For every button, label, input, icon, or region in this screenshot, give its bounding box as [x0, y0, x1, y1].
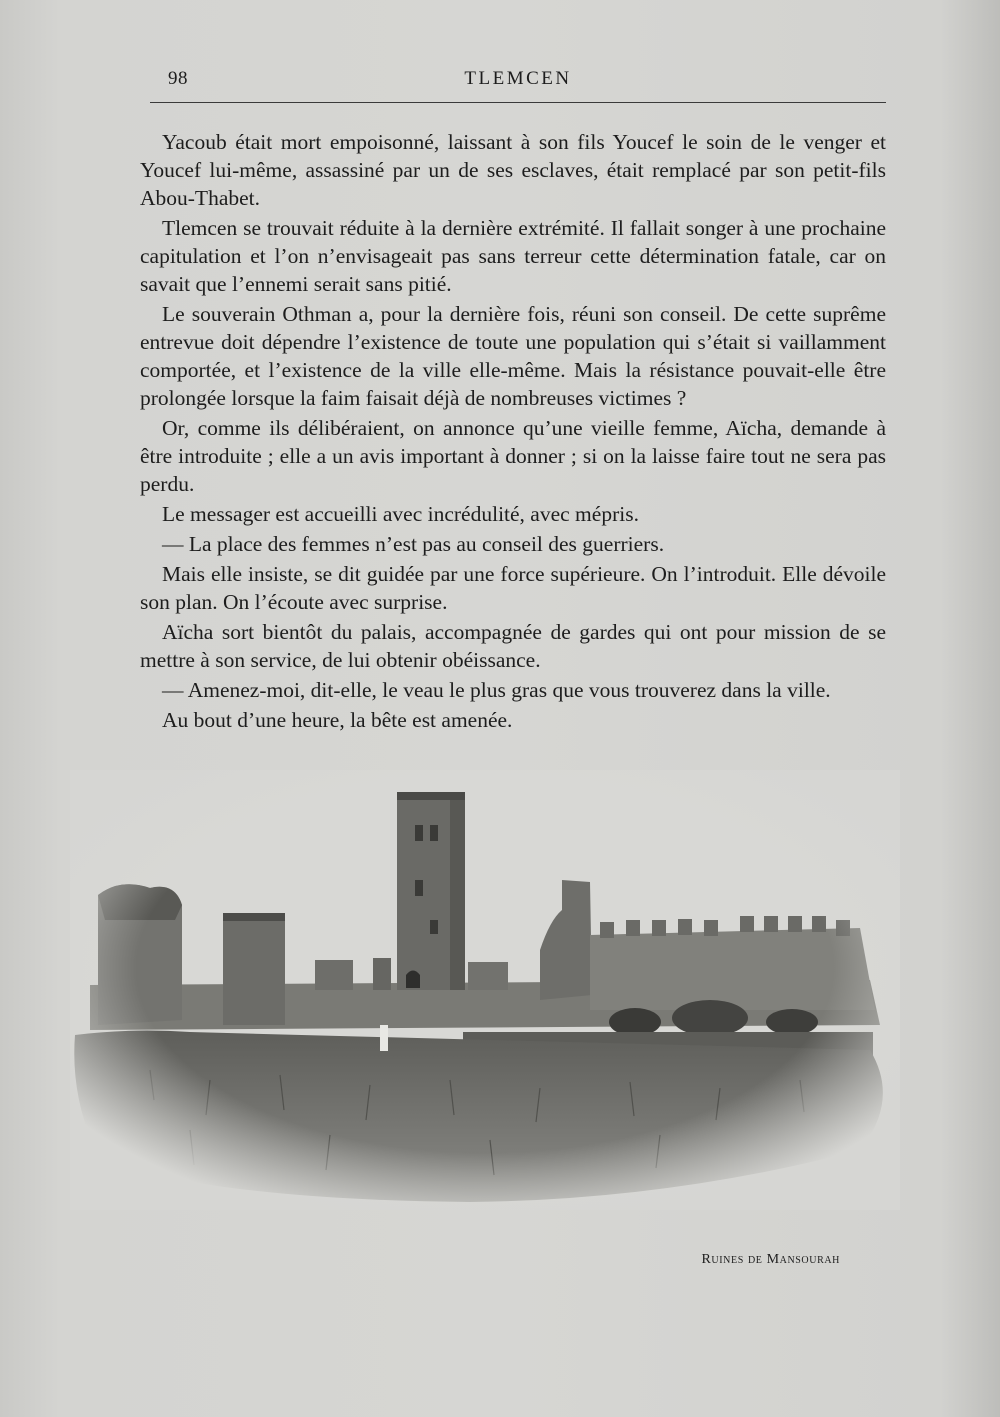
paragraph: Le messager est accueilli avec incrédulité, avec mépris.: [162, 502, 639, 526]
paragraph: Le souverain Othman a, pour la dernière fois, réuni son conseil. De cette suprême entrevue doit dépendre l’existence de toute une population qui s’était si vaillamment comportée, et l’existence de la ville elle-même. Mais la résistance pouvait-elle être prolongée lorsque la faim faisait déjà de nombreuses victimes ?: [140, 302, 886, 410]
paragraph: Aïcha sort bientôt du palais, accompagnée de gardes qui ont pour mission de se mettre à son service, de lui obtenir obéissance.: [140, 620, 886, 672]
paragraph: — Amenez-moi, dit-elle, le veau le plus gras que vous trouverez dans la ville.: [162, 678, 831, 702]
paragraph: Or, comme ils délibéraient, on annonce qu’une vieille femme, Aïcha, demande à être introduite ; elle a un avis important à donner ; si on la laisse faire tout ne sera pas perdu.: [140, 416, 886, 496]
paragraph: Tlemcen se trouvait réduite à la dernière extrémité. Il fallait songer à une prochaine capitulation et l’on n’envisageait pas sans terreur cette détermination fatale, car on savait que l’ennemi serait sans pitié.: [140, 216, 886, 296]
paragraph: — La place des femmes n’est pas au conseil des guerriers.: [162, 532, 665, 556]
figure-caption: Ruines de Mansourah: [701, 1252, 840, 1267]
body-text: [140, 128, 886, 736]
paragraph: Au bout d’une heure, la bête est amenée.: [162, 708, 513, 732]
paragraph: Mais elle insiste, se dit guidée par une force supérieure. On l’introduit. Elle dévoile son plan. On l’écoute avec surprise.: [140, 562, 886, 614]
ruins-photograph: [70, 770, 900, 1210]
paragraph: Yacoub était mort empoisonné, laissant à son fils Youcef le soin de le venger et Youcef lui-même, assassiné par un de ses esclaves, était remplacé par son petit-fils Abou-Thabet.: [140, 130, 886, 210]
header-rule: [150, 102, 886, 103]
page-number: 98: [168, 68, 188, 89]
running-title: TLEMCEN: [464, 68, 572, 89]
page-header: [150, 62, 886, 102]
